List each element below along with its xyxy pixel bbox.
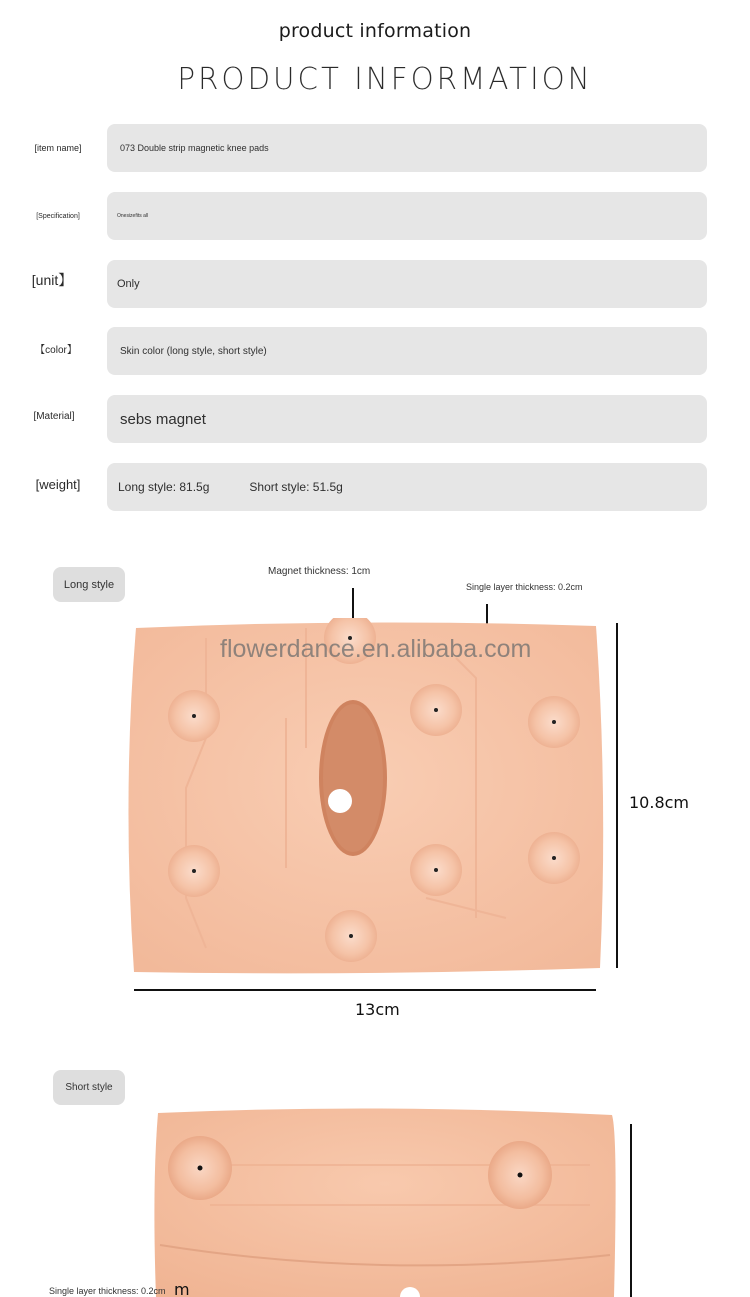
short-height-dimension-line (630, 1124, 632, 1297)
long-style-tag: Long style (53, 567, 125, 602)
magnet-thickness-label: Magnet thickness: 1cm (268, 566, 371, 577)
short-style-tag: Short style (53, 1070, 125, 1105)
short-partial-dimension-label: m (174, 1280, 190, 1297)
row-value (107, 463, 707, 511)
row-label: [weight] (35, 476, 81, 492)
info-row-color (0, 327, 750, 375)
row-value: Skin color (long style, short style) (107, 327, 707, 375)
info-row-item-name (0, 124, 750, 172)
row-label: [item name] (34, 143, 82, 153)
row-value: 073 Double strip magnetic knee pads (107, 124, 707, 172)
info-row-material (0, 395, 750, 443)
weight-long: Long style: 81.5g (118, 480, 210, 494)
row-label: [unit】 (31, 272, 73, 288)
info-row-specification (0, 192, 750, 240)
row-label: [Material] (33, 410, 75, 422)
row-value: Only (107, 260, 707, 308)
watermark: flowerdance.en.alibaba.com (220, 635, 532, 663)
row-value: sebs magnet (107, 395, 707, 443)
short-single-layer-thickness-label: Single layer thickness: 0.2cm (49, 1286, 166, 1296)
page-title: PRODUCT INFORMATION (177, 62, 593, 97)
single-layer-thickness-label: Single layer thickness: 0.2cm (466, 582, 583, 592)
height-dimension-line (616, 623, 618, 968)
row-label: 【color】 (35, 344, 77, 356)
info-row-weight (0, 463, 750, 511)
info-row-unit (0, 260, 750, 308)
short-style-knee-pad-image (150, 1105, 620, 1297)
weight-short: Short style: 51.5g (249, 480, 343, 494)
long-style-knee-pad-image (126, 618, 606, 978)
row-value: Onesizefits all (107, 192, 707, 240)
width-dimension-line (134, 989, 596, 991)
subtitle: product information (278, 20, 472, 42)
height-dimension-label: 10.8cm (629, 793, 690, 812)
row-label: [Specification] (36, 212, 80, 220)
width-dimension-label: 13cm (355, 1000, 400, 1019)
